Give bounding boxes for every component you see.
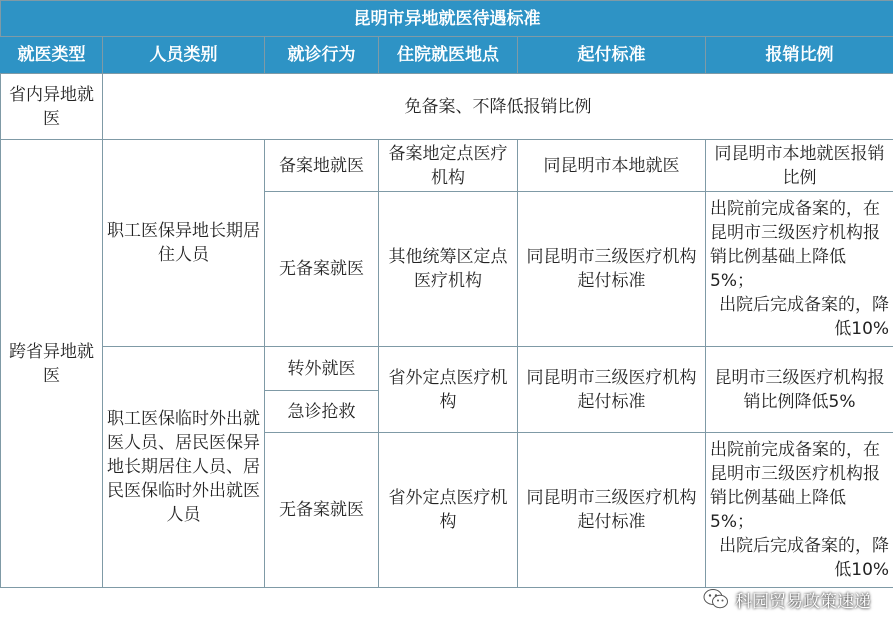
group2-people-cell: 职工医保临时外出就医人员、居民医保异地长期居住人员、居民医保临时外出就医人员 bbox=[103, 347, 265, 588]
location-cell: 其他统筹区定点医疗机构 bbox=[379, 192, 518, 347]
behavior-cell: 备案地就医 bbox=[265, 140, 379, 192]
ratio-cell bbox=[706, 192, 893, 347]
in-province-row bbox=[1, 74, 893, 140]
ratio-cell: 昆明市三级医疗机构报销比例降低5% bbox=[706, 347, 893, 433]
group1-people-cell: 职工医保异地长期居住人员 bbox=[103, 140, 265, 347]
watermark-text: 科园贸易政策速递 bbox=[735, 591, 871, 612]
table-row bbox=[1, 347, 893, 391]
ratio-line-after: 出院后完成备案的，降低10% bbox=[719, 536, 890, 580]
location-cell: 省外定点医疗机构 bbox=[379, 433, 518, 588]
ratio-line-before: 出院前完成备案的，在昆明市三级医疗机构报销比例基础上降低5%； bbox=[710, 440, 880, 532]
deductible-cell: 同昆明市三级医疗机构起付标准 bbox=[518, 433, 706, 588]
ratio-line-before: 出院前完成备案的，在昆明市三级医疗机构报销比例基础上降低5%； bbox=[710, 199, 880, 291]
behavior-cell: 急诊抢救 bbox=[265, 391, 379, 433]
wechat-icon bbox=[703, 588, 729, 610]
cross-province-type-cell: 跨省异地就医 bbox=[1, 140, 103, 588]
deductible-cell: 同昆明市三级医疗机构起付标准 bbox=[518, 347, 706, 433]
ratio-cell: 同昆明市本地就医报销比例 bbox=[706, 140, 893, 192]
ratio-line-after: 出院后完成备案的，降低10% bbox=[719, 295, 890, 339]
in-province-type-cell: 省内异地就医 bbox=[1, 74, 103, 140]
ratio-cell bbox=[706, 433, 893, 588]
header-row bbox=[1, 37, 893, 74]
header-deductible: 起付标准 bbox=[518, 37, 706, 74]
header-visit-type: 就医类型 bbox=[1, 37, 103, 74]
header-person-type: 人员类别 bbox=[103, 37, 265, 74]
table-title: 昆明市异地就医待遇标准 bbox=[1, 1, 893, 37]
deductible-cell: 同昆明市本地就医 bbox=[518, 140, 706, 192]
header-hospital-location: 住院就医地点 bbox=[379, 37, 518, 74]
location-cell: 备案地定点医疗机构 bbox=[379, 140, 518, 192]
location-cell: 省外定点医疗机构 bbox=[379, 347, 518, 433]
header-visit-behavior: 就诊行为 bbox=[265, 37, 379, 74]
deductible-cell: 同昆明市三级医疗机构起付标准 bbox=[518, 192, 706, 347]
title-row bbox=[1, 1, 893, 37]
table-row bbox=[1, 140, 893, 192]
behavior-cell: 转外就医 bbox=[265, 347, 379, 391]
behavior-cell: 无备案就医 bbox=[265, 192, 379, 347]
header-reimbursement-ratio: 报销比例 bbox=[706, 37, 893, 74]
watermark bbox=[703, 583, 871, 615]
behavior-cell: 无备案就医 bbox=[265, 433, 379, 588]
in-province-policy-cell: 免备案、不降低报销比例 bbox=[103, 74, 893, 140]
